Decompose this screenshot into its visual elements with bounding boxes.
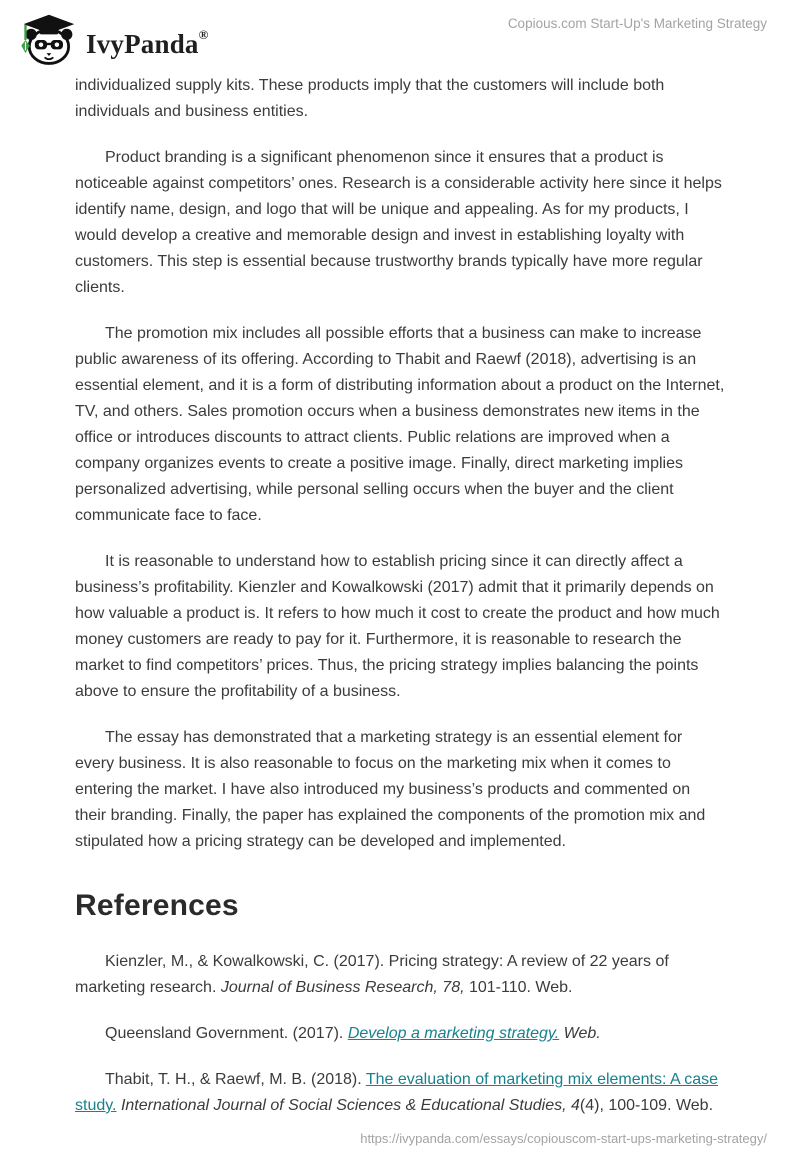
references-heading: References [75,889,239,922]
reference-text: 101-110. Web. [464,979,573,996]
reference-text: Queensland Government. (2017). [105,1025,348,1042]
paragraph: It is reasonable to understand how to establish pricing since it can directly affect a business’s profitability. Kienzler and Kowalkowski (2017) admit that it primarily depends on how valuable a product is. It refers to how much it cost to create the product and how much money customers are ready to pay for it. Furthermore, it is reasonable to research the market to find competitors’ prices. Thus, the pricing strategy implies balancing the points above to ensure the profitability of a business. [75,553,720,700]
reference-text: Thabit, T. H., & Raewf, M. B. (2018). [105,1071,366,1088]
paragraph: Product branding is a significant phenomenon since it ensures that a product is noticeable against competitors’ ones. Research is a considerable activity here since it helps identify name, design, and logo that will be unique and appealing. As for my products, I would develop a creative and memorable design and invest in establishing loyalty with customers. This step is essential because trustworthy brands typically have more regular clients. [75,149,722,296]
panda-graduate-icon [18,13,78,67]
essay-body [75,73,725,1139]
reference-entry [75,1021,725,1047]
registered-mark: ® [198,27,209,42]
page-header [18,8,767,66]
page-footer-url: https://ivypanda.com/essays/copiouscom-start-ups-marketing-strategy/ [360,1131,767,1146]
reference-text: (4), 100-109. Web. [579,1097,714,1114]
ivypanda-logo[interactable] [18,8,209,71]
paragraph: The essay has demonstrated that a marketing strategy is an essential element for every business. It is also reasonable to focus on the marketing mix when it comes to entering the market. I have also introduced my business’s products and commented on their branding. Finally, the paper has explained the components of the promotion mix and stipulated how a pricing strategy can be developed and implemented. [75,729,706,850]
reference-link[interactable]: The evaluation of marketing mix elements: A case study. [75,1071,719,1114]
reference-link[interactable]: Develop a marketing strategy. [347,1025,560,1042]
paragraph: The promotion mix includes all possible efforts that a business can make to increase public awareness of its offering. According to Thabit and Raewf (2018), advertising is an essential element, and it is a form of distributing information about a product on the Internet, TV, and others. Sales promotion occurs when a business demonstrates new items in the office or introduces discounts to attract clients. Public relations are improved when a company organizes events to create a positive image. Finally, direct marketing implies personalized advertising, while personal selling occurs when the buyer and the client communicate face to face. [75,325,725,524]
document-title: Copious.com Start-Up's Marketing Strategy [507,16,767,31]
paragraph: individualized supply kits. These products imply that the customers will include both individuals and business entities. [75,77,665,120]
reference-text: Kienzler, M., & Kowalkowski, C. (2017). Pricing strategy: A review of 22 years of marketing research. [75,953,669,996]
reference-text: Web. [563,1025,601,1042]
reference-journal: Journal of Business Research, 78, [220,979,465,996]
brand-name: IvyPanda® [86,27,209,59]
reference-entry [75,949,725,1001]
reference-entry [75,1067,725,1119]
reference-journal: International Journal of Social Sciences & Educational Studies, 4 [120,1097,580,1114]
